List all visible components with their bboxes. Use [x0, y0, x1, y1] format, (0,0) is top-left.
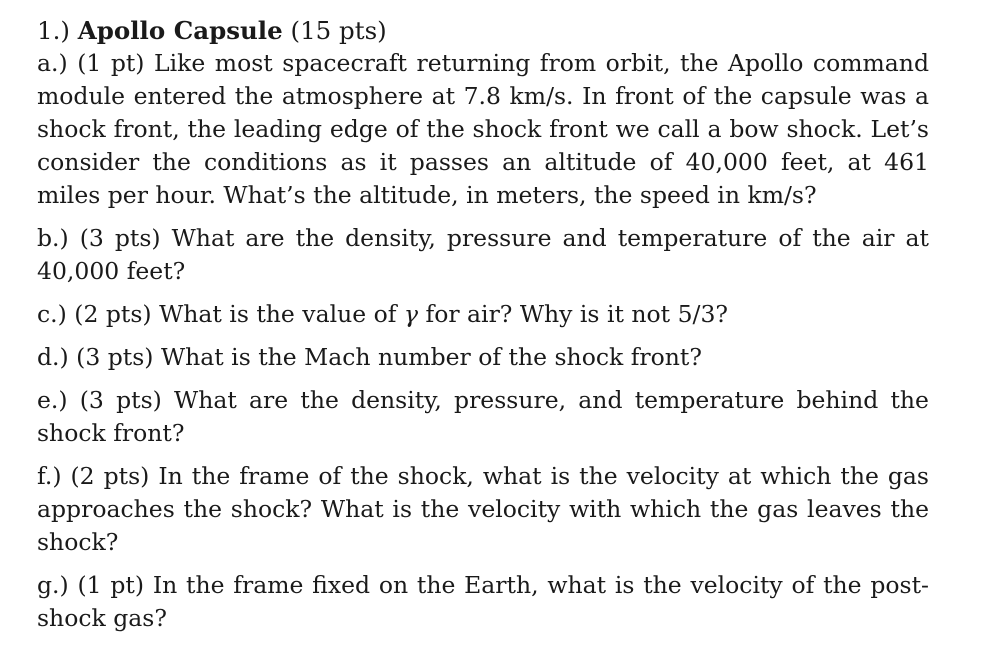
part-g-text: In the frame fixed on the Earth, what is the velocity of the post-shock gas? [37, 571, 929, 632]
part-d-points: (3 pts) [76, 343, 154, 371]
gamma-symbol: γ [403, 300, 419, 328]
part-c [37, 298, 929, 331]
problem-points: (15 pts) [290, 16, 387, 45]
part-f-points: (2 pts) [70, 462, 150, 490]
problem-title: Apollo Capsule [77, 16, 283, 45]
part-a-text: Like most spacecraft returning from orbit, the Apollo command module entered the atmosphere at 7.8 km/s. In front of the capsule was a shock front, the leading edge of the shock front we call a bow shock. Let’s consider the conditions as it passes an altitude of 40,000 feet, at 461 miles per hour. What’s the altitude, in meters, the speed in km/s? [37, 49, 929, 209]
part-d-label: d.) [37, 343, 69, 371]
part-g-label: g.) [37, 571, 69, 599]
part-b-text: What are the density, pressure and temperature of the air at 40,000 feet? [37, 224, 929, 285]
part-f [37, 460, 929, 559]
problem-number: 1.) [37, 16, 70, 45]
part-a [37, 47, 929, 212]
part-g-points: (1 pt) [77, 571, 145, 599]
part-a-points: (1 pt) [77, 49, 145, 77]
part-e-points: (3 pts) [79, 386, 162, 414]
part-b-label: b.) [37, 224, 69, 252]
part-e-label: e.) [37, 386, 68, 414]
part-e [37, 384, 929, 450]
part-c-points: (2 pts) [74, 300, 152, 328]
part-a-label: a.) [37, 49, 68, 77]
part-b [37, 222, 929, 288]
part-d-text: What is the Mach number of the shock front? [160, 343, 702, 371]
part-c-label: c.) [37, 300, 67, 328]
problem-heading [37, 14, 929, 47]
part-f-label: f.) [37, 462, 62, 490]
part-g [37, 569, 929, 635]
part-d [37, 341, 929, 374]
part-c-text-before: What is the value of [159, 300, 397, 328]
part-f-text: In the frame of the shock, what is the velocity at which the gas approaches the shock? What is the velocity with which the gas leaves the shock? [37, 462, 929, 556]
part-e-text: What are the density, pressure, and temperature behind the shock front? [37, 386, 929, 447]
part-b-points: (3 pts) [79, 224, 161, 252]
part-c-text-after: for air? Why is it not 5/3? [425, 300, 729, 328]
problem-document [37, 14, 929, 635]
